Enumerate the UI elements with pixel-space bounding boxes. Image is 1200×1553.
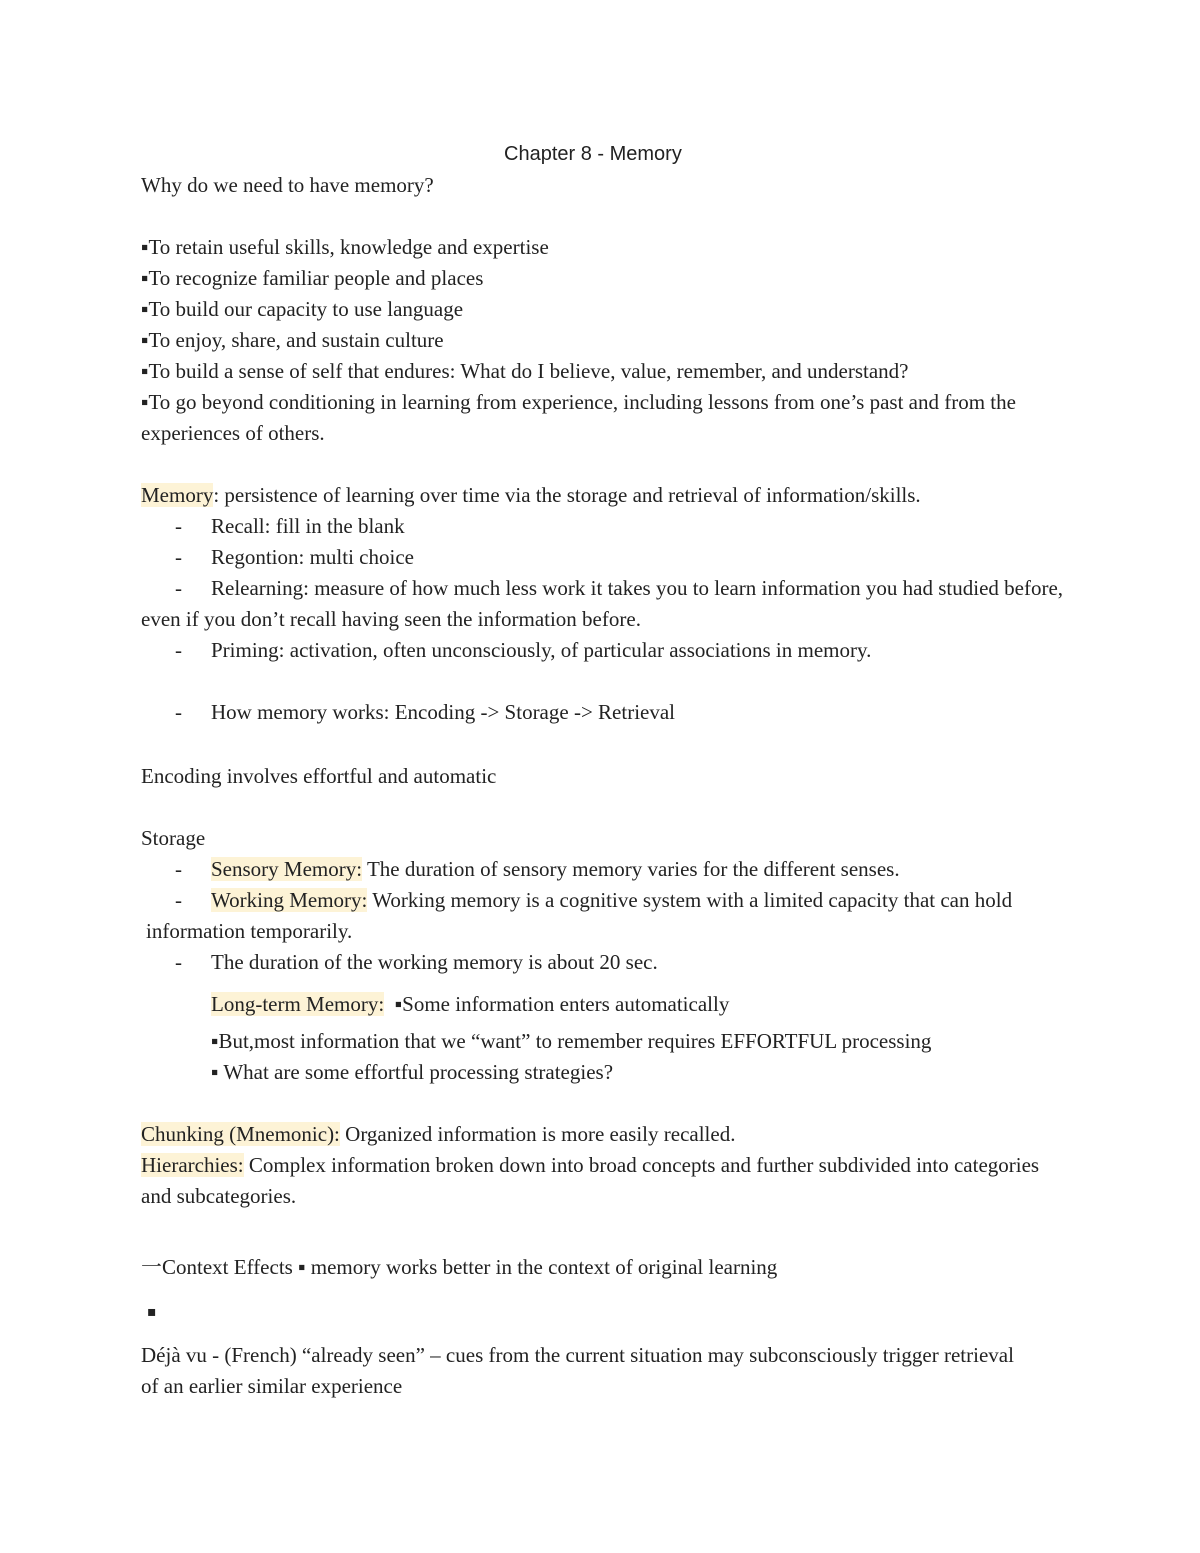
- list-dash: -: [175, 700, 182, 724]
- long-term-memory-bullet: ▪ What are some effortful processing strategies?: [211, 1060, 614, 1084]
- working-memory-continued: information temporarily.: [146, 919, 353, 943]
- long-term-memory-bullet: ▪But,most information that we “want” to remember requires EFFORTFUL processing: [211, 1029, 932, 1053]
- priming-item: Priming: activation, often unconsciously, of particular associations in memory.: [211, 638, 872, 662]
- context-effects-line: 一Context Effects ▪ memory works better in the context of original learning: [141, 1255, 778, 1279]
- chunking-term: Chunking (Mnemonic):: [141, 1122, 340, 1146]
- memory-definition-line: [141, 482, 921, 508]
- long-term-memory-term: Long-term Memory:: [211, 992, 385, 1016]
- memory-term: Memory: [141, 483, 214, 507]
- reason-item: ▪To retain useful skills, knowledge and expertise: [141, 235, 549, 259]
- encoding-line: Encoding involves effortful and automatic: [141, 764, 497, 788]
- working-memory-item: [211, 887, 1012, 913]
- how-memory-works-item: How memory works: Encoding -> Storage -> Retrieval: [211, 700, 675, 724]
- working-memory-term: Working Memory:: [211, 888, 368, 912]
- empty-bullet: ▪: [147, 1304, 157, 1320]
- hierarchies-text: Complex information broken down into broad concepts and further subdivided into categories: [243, 1153, 1040, 1177]
- reason-item: ▪To recognize familiar people and places: [141, 266, 484, 290]
- reason-item: ▪To build our capacity to use language: [141, 297, 464, 321]
- list-dash: -: [175, 950, 182, 974]
- sensory-memory-text: The duration of sensory memory varies for the different senses.: [362, 857, 900, 881]
- storage-heading: Storage: [141, 826, 206, 850]
- relearning-item-continued: even if you don’t recall having seen the information before.: [141, 607, 641, 631]
- list-dash: -: [175, 576, 182, 600]
- question-line: Why do we need to have memory?: [141, 173, 434, 197]
- relearning-item: Relearning: measure of how much less work it takes you to learn information you had studied before,: [211, 576, 1064, 600]
- list-dash: -: [175, 888, 182, 912]
- hierarchies-term: Hierarchies:: [141, 1153, 244, 1177]
- reason-item: ▪To build a sense of self that endures: What do I believe, value, remember, and understand?: [141, 359, 909, 383]
- hierarchies-line: [141, 1152, 1039, 1178]
- list-dash: -: [175, 545, 182, 569]
- list-dash: -: [175, 857, 182, 881]
- recall-item: Recall: fill in the blank: [211, 514, 405, 538]
- working-memory-duration: The duration of the working memory is about 20 sec.: [211, 950, 658, 974]
- page-title: Chapter 8 - Memory: [504, 143, 682, 165]
- long-term-memory-item: [211, 991, 729, 1017]
- reason-item-continued: experiences of others.: [141, 421, 325, 445]
- hierarchies-continued: and subcategories.: [141, 1184, 297, 1208]
- chunking-line: [141, 1121, 735, 1147]
- sensory-memory-item: [211, 856, 900, 882]
- long-term-memory-text: ▪Some information enters automatically: [394, 992, 730, 1016]
- memory-definition: : persistence of learning over time via the storage and retrieval of information/skills.: [213, 483, 921, 507]
- chunking-text: Organized information is more easily recalled.: [339, 1122, 736, 1146]
- reason-item: ▪To enjoy, share, and sustain culture: [141, 328, 444, 352]
- deja-vu-continued: of an earlier similar experience: [141, 1374, 403, 1398]
- recognition-item: Regontion: multi choice: [211, 545, 414, 569]
- reason-item: ▪To go beyond conditioning in learning from experience, including lessons from one’s past and from the: [141, 390, 1016, 414]
- working-memory-text: Working memory is a cognitive system with a limited capacity that can hold: [367, 888, 1013, 912]
- list-dash: -: [175, 514, 182, 538]
- sensory-memory-term: Sensory Memory:: [211, 857, 363, 881]
- list-dash: -: [175, 638, 182, 662]
- deja-vu-line: Déjà vu - (French) “already seen” – cues from the current situation may subconsciously trigger retrieval: [141, 1343, 1014, 1367]
